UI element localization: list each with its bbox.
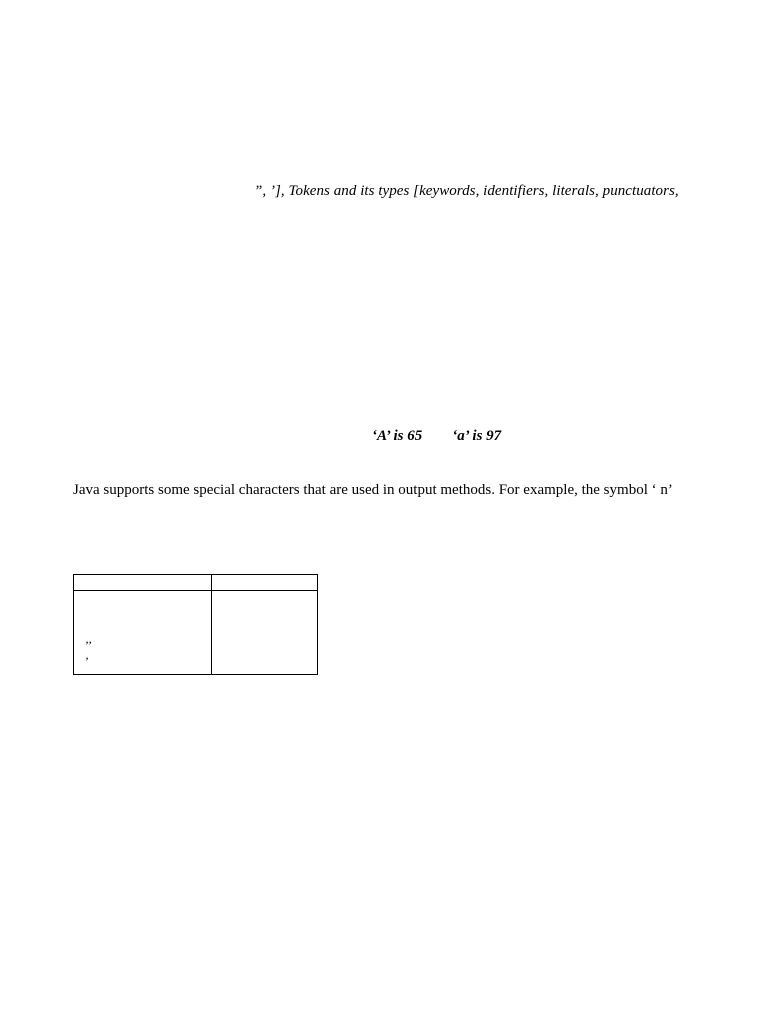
single-quote-mark: ’ [85, 654, 89, 668]
ascii-upper-a: ‘A’ is 65 [372, 428, 423, 444]
topics-line: ”, ’], Tokens and its types [keywords, identifiers, literals, punctuators, [254, 183, 679, 199]
ascii-values-line [372, 428, 501, 445]
escape-sequence-intro: Java supports some special characters that are used in output methods. For example, the symbol ‘ n’ [73, 482, 673, 498]
table-cell-sequences [74, 591, 212, 675]
table-row [74, 591, 318, 675]
table-header-row [74, 575, 318, 591]
escape-sequence-table [73, 574, 318, 675]
ascii-lower-a: ‘a’ is 97 [452, 428, 502, 444]
double-quote-mark: ’’ [85, 638, 93, 652]
table-cell-meanings [212, 591, 318, 675]
table-header-cell-2 [212, 575, 318, 591]
table-header-cell-1 [74, 575, 212, 591]
